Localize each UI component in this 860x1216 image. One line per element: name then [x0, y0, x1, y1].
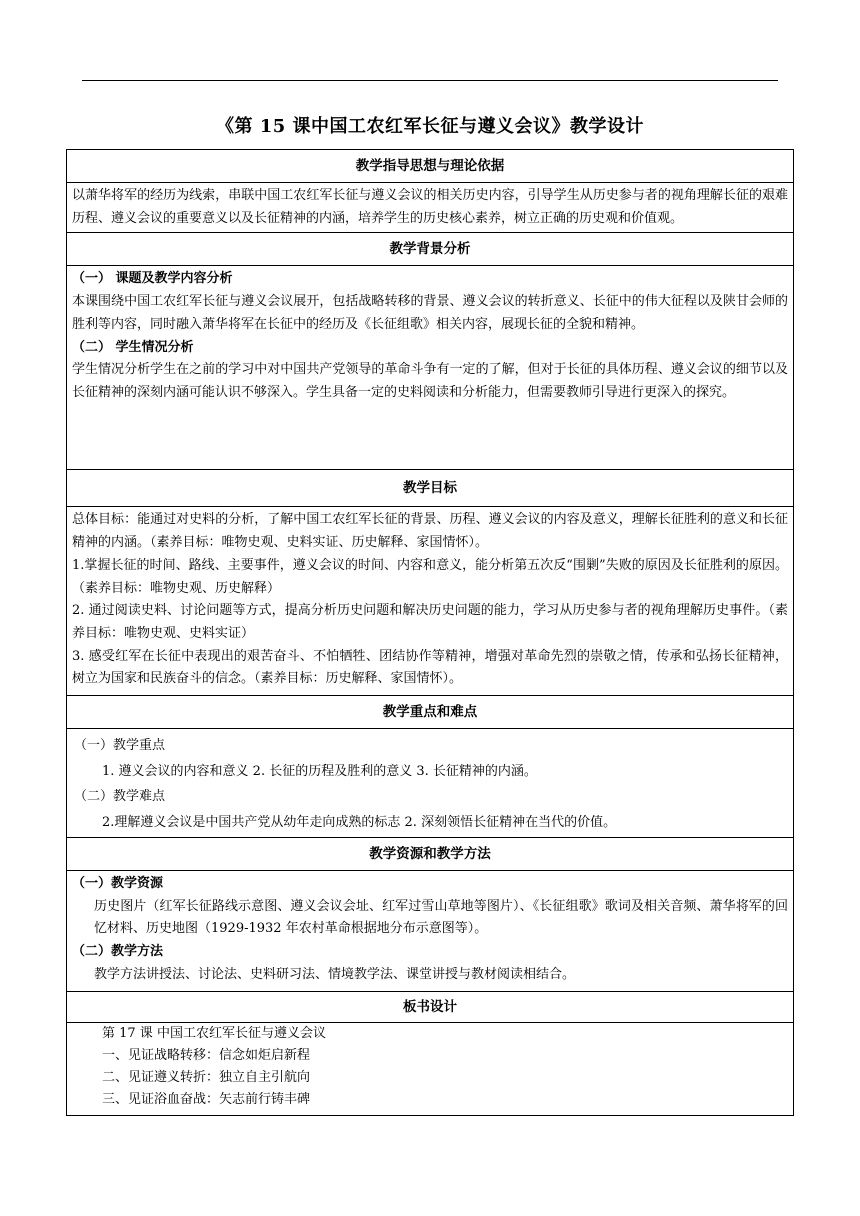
section-body-board	[67, 1023, 793, 1115]
background-sub1-title: （一） 课题及教学内容分析	[72, 271, 233, 287]
objective-overall: 总体目标：能通过对史料的分析，了解中国工农红军长征的背景、历程、遵义会议的内容及意义，理解长征胜利的意义和长征精神的内涵。（素养目标：唯物史观、史料实证、历史解释、家国情怀）。	[72, 512, 788, 551]
header-rule	[82, 80, 778, 81]
keypoints-difficulty-title: （二）教学难点	[74, 789, 166, 805]
objective-item-2: 2. 通过阅读史料、讨论问题等方式，提高分析历史问题和解决历史问题的能力，学习从历史参与者的视角理解历史事件。（素养目标：唯物史观、史料实证）	[72, 603, 788, 641]
section-heading-background: 教学背景分析	[67, 233, 793, 266]
section-heading-resources: 教学资源和教学方法	[67, 838, 793, 871]
section-heading-guiding: 教学指导思想与理论依据	[67, 150, 793, 183]
section-body-keypoints	[67, 729, 793, 838]
section-heading-keypoints: 教学重点和难点	[67, 696, 793, 729]
objective-item-1: 1.掌握长征的时间、路线、主要事件，遵义会议的时间、内容和意义，能分析第五次反“围剿”失败的原因及长征胜利的原因。（素养目标：唯物史观、历史解释）	[72, 557, 788, 596]
background-sub1-text: 本课围绕中国工农红军长征与遵义会议展开，包括战略转移的背景、遵义会议的转折意义、长征中的伟大征程以及陕甘会师的胜利等内容，同时融入萧华将军在长征中的经历及《长征组歌》相关内容，展现长征的全貌和精神。	[72, 294, 788, 332]
board-line-1: 一、见证战略转移：信念如炬启新程	[102, 1047, 311, 1063]
section-heading-board: 板书设计	[67, 992, 793, 1023]
board-line-2: 二、见证遵义转折：独立自主引航向	[102, 1069, 311, 1085]
section-heading-objectives: 教学目标	[67, 470, 793, 507]
document-title: 《第 15 课中国工农红军长征与遵义会议》教学设计	[215, 116, 645, 137]
objective-item-3: 3. 感受红军在长征中表现出的艰苦奋斗、不怕牺牲、团结协作等精神，增强对革命先烈的崇敬之情，传承和弘扬长征精神，树立为国家和民族奋斗的信念。（素养目标：历史解释、家国情怀）。	[72, 648, 788, 687]
resources-title: （一）教学资源	[72, 876, 164, 892]
methods-title: （二）教学方法	[72, 944, 164, 960]
guiding-text: 以萧华将军的经历为线索，串联中国工农红军长征与遵义会议的相关历史内容，引导学生从历史参与者的视角理解长征的艰难历程、遵义会议的重要意义以及长征精神的内涵，培养学生的历史核心素养，树立正确的历史观和价值观。	[72, 188, 788, 226]
keypoints-key-text: 1. 遵义会议的内容和意义 2. 长征的历程及胜利的意义 3. 长征精神的内涵。	[102, 763, 537, 779]
methods-text: 教学方法讲授法、讨论法、史料研习法、情境教学法、课堂讲授与教材阅读相结合。	[94, 966, 576, 982]
board-line-3: 三、见证浴血奋战：矢志前行铸丰碑	[102, 1091, 311, 1107]
keypoints-key-title: （一）教学重点	[74, 738, 166, 754]
board-title-line: 第 17 课 中国工农红军长征与遵义会议	[102, 1025, 326, 1041]
lesson-plan-table	[66, 149, 794, 1116]
section-body-resources	[67, 871, 793, 992]
section-body-objectives	[67, 507, 793, 696]
resources-text: 历史图片（红军长征路线示意图、遵义会议会址、红军过雪山草地等图片）、《长征组歌》歌词及相关音频、萧华将军的回忆材料、历史地图（1929-1932 年农村革命根据地分布示意图等）。	[94, 898, 788, 937]
background-sub2-title: （二） 学生情况分析	[72, 339, 194, 355]
section-body-guiding	[67, 183, 793, 233]
section-body-background	[67, 266, 793, 470]
keypoints-difficulty-text: 2.理解遵义会议是中国共产党从幼年走向成熟的标志 2. 深刻领悟长征精神在当代的价值。	[102, 814, 617, 830]
background-sub2-text: 学生情况分析学生在之前的学习中对中国共产党领导的革命斗争有一定的了解，但对于长征的具体历程、遵义会议的细节以及长征精神的深刻内涵可能认识不够深入。学生具备一定的史料阅读和分析能力，但需要教师引导进行更深入的探究。	[72, 362, 788, 400]
